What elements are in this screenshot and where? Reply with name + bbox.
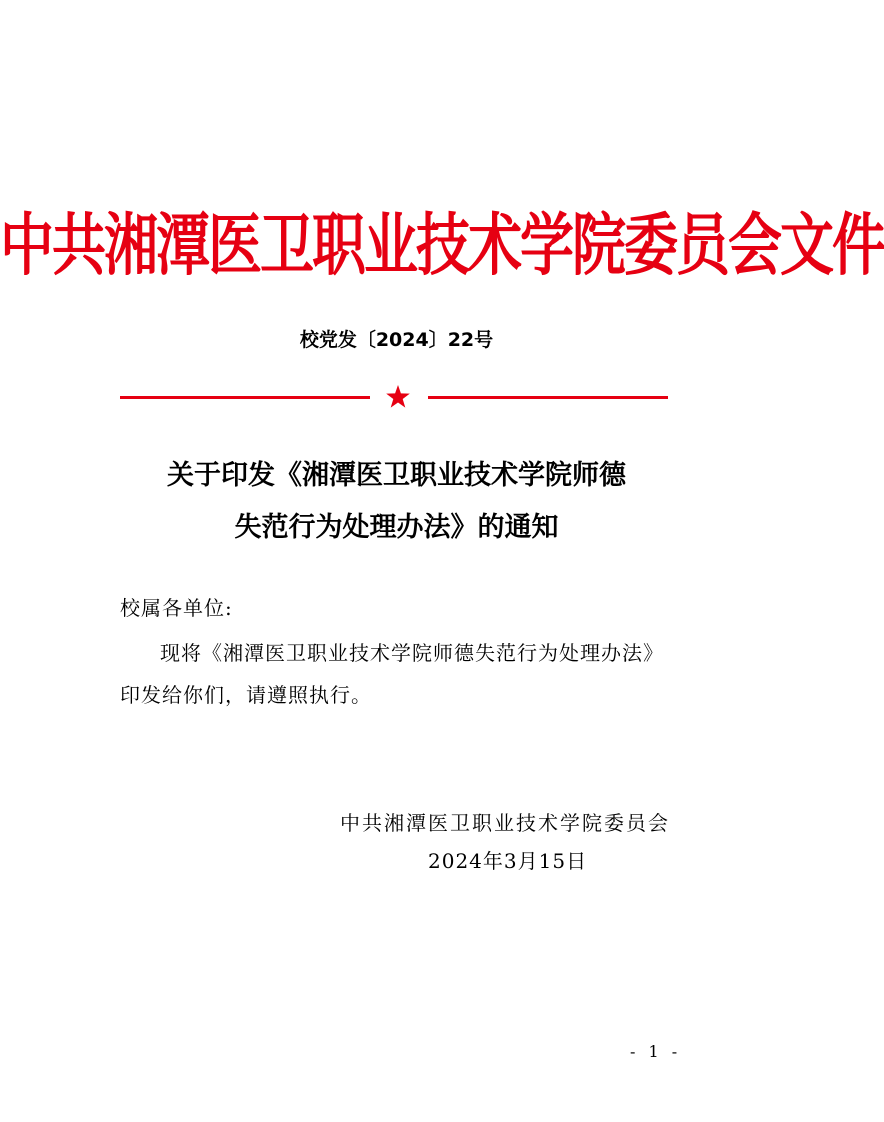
star-icon xyxy=(385,384,411,410)
red-divider-left xyxy=(120,396,370,399)
salutation: 校属各单位: xyxy=(120,596,233,620)
document-masthead: 中共湘潭医卫职业技术学院委员会文件 xyxy=(0,206,884,285)
signature-date: 2024年3月15日 xyxy=(428,849,588,873)
notice-title-line-2: 失范行为处理办法》的通知 xyxy=(234,512,559,543)
document-number: 校党发〔2024〕22号 xyxy=(299,329,494,351)
notice-title-line-1: 关于印发《湘潭医卫职业技术学院师德 xyxy=(167,460,626,491)
red-divider-right xyxy=(428,396,668,399)
page-number: - 1 - xyxy=(630,1042,682,1061)
signature-organization: 中共湘潭医卫职业技术学院委员会 xyxy=(340,811,670,835)
body-paragraph-line-1: 现将《湘潭医卫职业技术学院师德失范行为处理办法》 xyxy=(160,641,664,665)
body-paragraph-line-2: 印发给你们，请遵照执行。 xyxy=(120,683,372,707)
star-shape xyxy=(386,385,410,408)
